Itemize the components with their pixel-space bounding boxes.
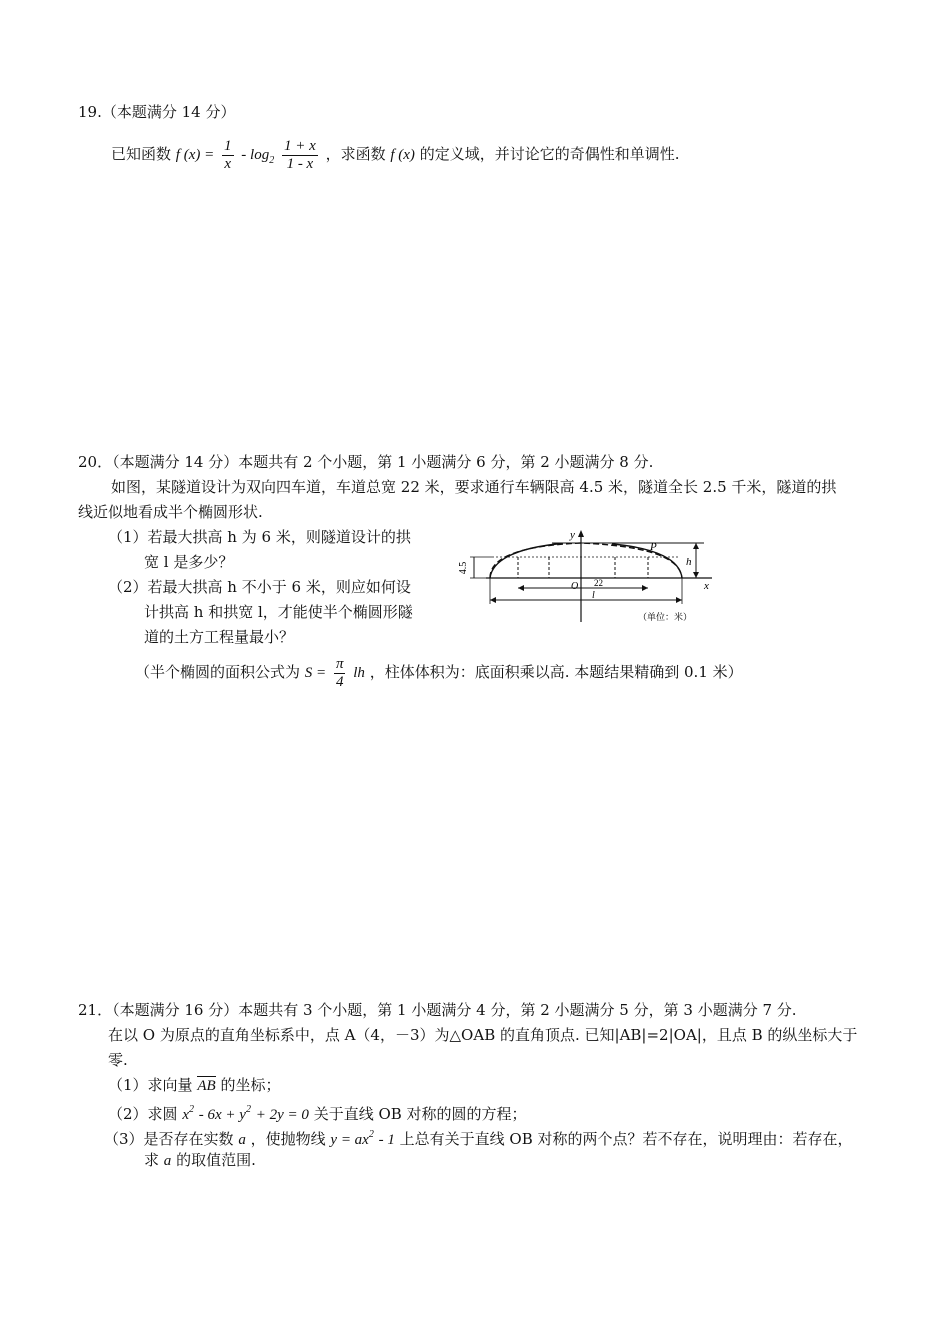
q21-part2-sq-2: 2 (245, 1104, 251, 1115)
q19-frac-2-den: 1 - x (286, 155, 314, 172)
q20-note-suffix: ，柱体体积为：底面积乘以高. 本题结果精确到 0.1 米） (369, 663, 743, 681)
q19-stem-mid: ，求函数 (325, 145, 386, 163)
figure-l-arrow-right (676, 597, 682, 603)
q21-part3-mid: ，使抛物线 (250, 1130, 326, 1148)
q21-part3-prefix: （3）是否存在实数 (104, 1130, 234, 1148)
q21-part1-prefix: （1）求向量 (108, 1076, 193, 1094)
figure-label-22: 22 (594, 578, 603, 588)
q21-part2-sq-1: 2 (189, 1104, 194, 1115)
q21-part3-eq-b: - 1 (378, 1132, 395, 1148)
q20-intro-line2: 线近似地看成半个椭圆形状. (78, 503, 263, 521)
figure-label-l: l (592, 590, 595, 601)
q21-part3-line2 (144, 1150, 256, 1171)
tunnel-figure (452, 522, 712, 632)
q19-header: 19.（本题满分 14 分） (78, 103, 236, 121)
figure-arch-solid (490, 544, 562, 579)
q20-intro-line1: 如图，某隧道设计为双向四车道，车道总宽 22 米，要求通行车辆限高 4.5 米，隧道全长 2.5 千米，隧道的拱 (111, 478, 837, 496)
q21-part2-eq-a: x (182, 1107, 189, 1123)
q19-stem-prefix: 已知函数 (111, 145, 172, 163)
figure-22-arrow-right (642, 585, 648, 591)
q20-part2-line3: 道的土方工程量最小？ (144, 628, 295, 646)
q21-part3-a: a (238, 1132, 246, 1148)
figure-22-arrow-left (518, 585, 524, 591)
q19-frac-2-num: 1 + x (284, 137, 316, 154)
q21-part3-eq-a: y = ax (330, 1132, 369, 1148)
q21-part3-line2-suffix: 的取值范围. (176, 1151, 256, 1169)
q21-stem-line1: 在以 O 为原点的直角坐标系中，点 A（4，－3）为△OAB 的直角顶点. 已知|AB|=2|OA|，且点 B 的纵坐标大于 (108, 1026, 858, 1044)
q21-part1-vector: AB (197, 1078, 216, 1094)
q21-part2-eq-b: - 6x + y (198, 1107, 246, 1123)
figure-arch-solid-right (612, 544, 682, 578)
q21-part3-sq: 2 (368, 1129, 374, 1140)
figure-h-arrow-top (693, 543, 699, 549)
q21-part2-suffix: 关于直线 OB 对称的圆的方程； (313, 1105, 527, 1123)
q19-frac-1-den: x (224, 155, 232, 172)
q20-note-frac-num: π (335, 655, 344, 672)
q19-log: - log (241, 147, 270, 163)
q21-part1-suffix: 的坐标； (220, 1076, 281, 1094)
figure-h-arrow-bottom (693, 572, 699, 578)
q21-part3-line2-a: a (163, 1153, 172, 1169)
figure-label-y: y (570, 529, 575, 541)
q20-note-frac (334, 656, 346, 691)
q19-frac-1-num: 1 (224, 137, 232, 154)
figure-label-unit: （单位：米） (638, 613, 693, 623)
q19-frac-1 (222, 138, 234, 173)
q20-note-lh: lh (353, 665, 365, 681)
q21-part3-suffix: 上总有关于直线 OB 对称的两个点？若不存在，说明理由：若存在， (399, 1130, 853, 1148)
q21-stem-line2: 零. (108, 1051, 128, 1069)
figure-label-45: 4.5 (458, 561, 469, 575)
figure-label-O: O (571, 581, 579, 592)
q21-header: 21．（本题满分 16 分）本题共有 3 个小题，第 1 小题满分 4 分，第 2 小题满分 5 分，第 3 小题满分 7 分. (78, 1001, 797, 1019)
q20-note-S: S = (304, 665, 327, 681)
q19-stem (111, 134, 680, 181)
q20-part1-line1: （1）若最大拱高 h 为 6 米，则隧道设计的拱 (108, 528, 411, 546)
q21-part3 (104, 1125, 853, 1150)
q19-frac-2 (282, 138, 318, 173)
q21-part2-prefix: （2）求圆 (108, 1105, 178, 1123)
q20-part2-line2: 计拱高 h 和拱宽 l，才能使半个椭圆形隧 (144, 603, 413, 621)
figure-label-x: x (704, 580, 709, 592)
q21-part1 (108, 1075, 280, 1096)
q21-part2-eq-c: + 2y = 0 (255, 1107, 309, 1123)
q20-note-frac-den: 4 (335, 673, 344, 690)
q19-func-ref: f (x) (390, 147, 415, 163)
q20-note-prefix: （半个椭圆的面积公式为 (135, 663, 301, 681)
q21-part2 (108, 1100, 527, 1125)
q20-header: 20．（本题满分 14 分）本题共有 2 个小题，第 1 小题满分 6 分，第 2 小题满分 8 分. (78, 453, 654, 471)
q20-part1-line2: 宽 l 是多少？ (144, 553, 234, 571)
figure-label-h: h (686, 556, 692, 568)
q21-part3-line2-prefix: 求 (144, 1151, 160, 1169)
q19-stem-suffix: 的定义域，并讨论它的奇偶性和单调性. (419, 145, 680, 163)
q19-log-base: 2 (269, 155, 275, 166)
q20-part2-line1: （2）若最大拱高 h 不小于 6 米，则应如何设 (108, 578, 411, 596)
q20-note (135, 652, 743, 693)
q19-func-lhs: f (x) = (175, 147, 215, 163)
figure-l-arrow-left (490, 597, 496, 603)
figure-y-arrow (578, 530, 584, 537)
figure-label-P: P (650, 541, 657, 553)
